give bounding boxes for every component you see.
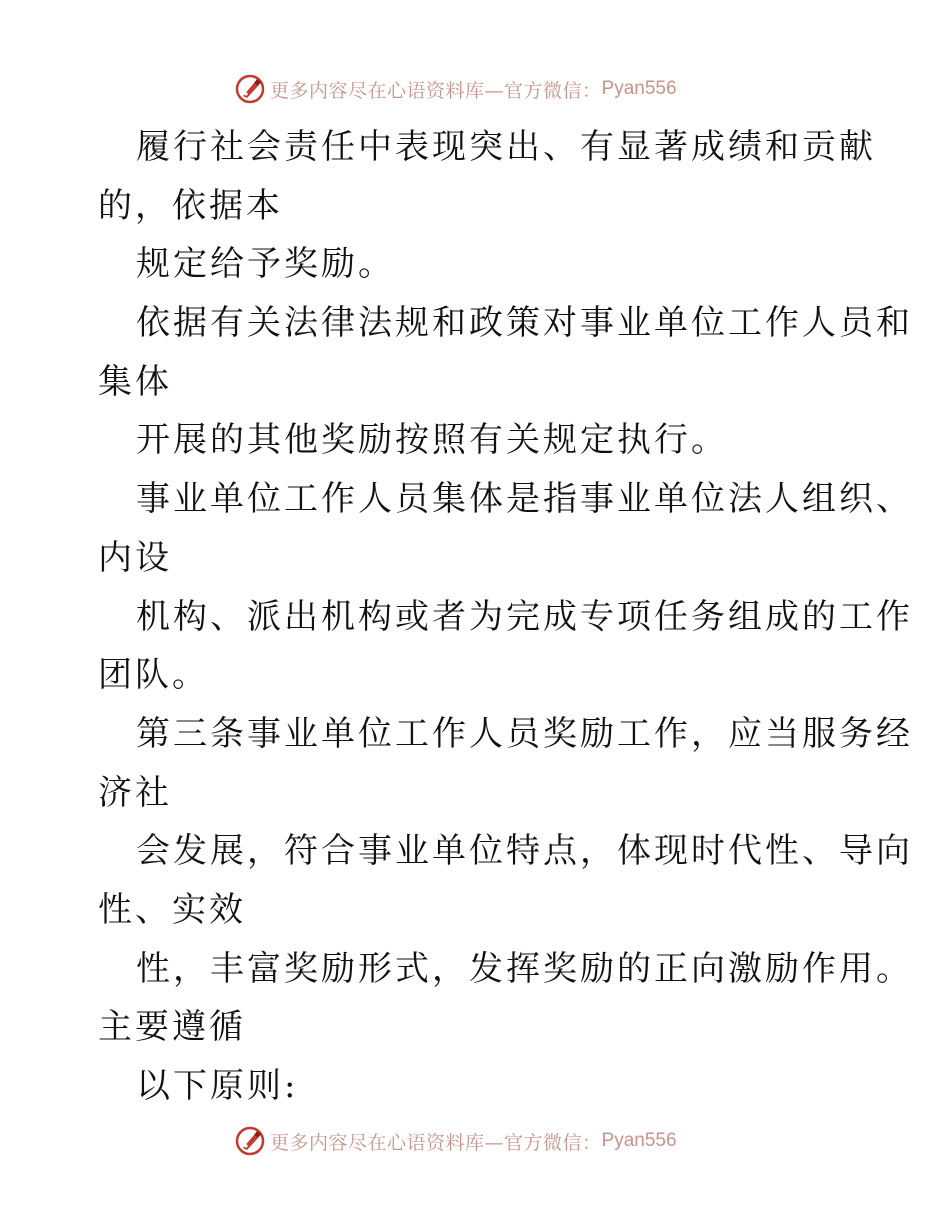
header-watermark (234, 72, 677, 106)
paragraph-line: 事业单位工作人员集体是指事业单位法人组织、 (136, 479, 913, 520)
pen-logo-icon (234, 73, 266, 105)
paragraph-line: 依据有关法律法规和政策对事业单位工作人员和 (136, 303, 913, 344)
paragraph-line: 机构、派出机构或者为完成专项任务组成的工作 (136, 596, 913, 637)
paragraph-line: 履行社会责任中表现突出、有显著成绩和贡献 (136, 127, 876, 167)
document-body (98, 118, 913, 1116)
paragraph-line: 第三条事业单位工作人员奖励工作，应当服务经 (136, 713, 913, 754)
watermark-text: 更多内容尽在心语资料库—官方微信： (270, 79, 602, 102)
paragraph-line: 性、实效 (98, 889, 246, 930)
paragraph-line: 以下原则: (136, 1066, 299, 1106)
watermark-wechat-id: Pyan556 (601, 78, 677, 99)
paragraph-line: 团队。 (98, 655, 209, 696)
paragraph-line: 主要遵循 (98, 1007, 246, 1048)
paragraph-line: 集体 (98, 361, 172, 402)
paragraph-line: 开展的其他奖励按照有关规定执行。 (136, 420, 728, 461)
footer-watermark (234, 1124, 677, 1158)
paragraph-line: 会发展，符合事业单位特点，体现时代性、导向 (136, 831, 913, 872)
paragraph-line: 内设 (98, 537, 172, 578)
watermark-text: 更多内容尽在心语资料库—官方微信： (270, 1131, 602, 1154)
paragraph-line: 性，丰富奖励形式，发挥奖励的正向激励作用。 (136, 948, 913, 989)
paragraph-line: 济社 (98, 772, 172, 813)
pen-logo-icon (234, 1125, 266, 1157)
watermark-wechat-id: Pyan556 (601, 1130, 677, 1151)
paragraph-line: 规定给予奖励。 (136, 244, 395, 285)
paragraph-line: 的，依据本 (98, 185, 283, 226)
